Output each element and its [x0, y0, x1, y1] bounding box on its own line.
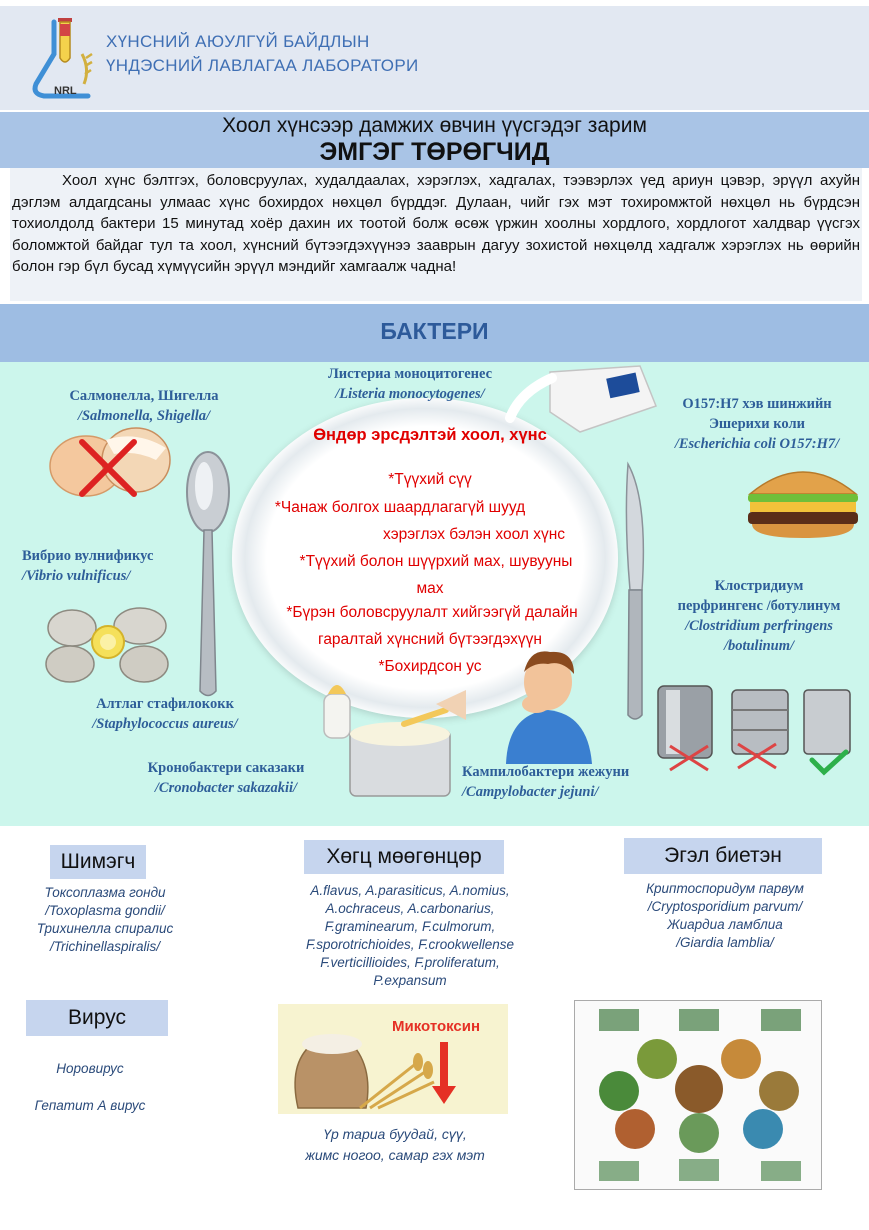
campylobacter-name: Кампилобактери жежуни [462, 764, 630, 780]
clostridium-name1: Клостридиум [714, 578, 804, 594]
protozoa-title: Эгэл биетэн [624, 838, 822, 874]
org-name-line2: ҮНДЭСНИЙ ЛАВЛАГАА ЛАБОРАТОРИ [106, 56, 419, 75]
virus-item: Гепатит А вирус [34, 1098, 146, 1113]
mycotoxin-caption [270, 1124, 520, 1166]
staph-latin: /Staphylococcus aureus/ [92, 716, 238, 732]
spoon-icon [178, 446, 238, 706]
ecoli-label [652, 394, 862, 454]
parasites-list [10, 884, 200, 956]
parasites-title: Шимэгч [50, 845, 146, 879]
fungi-item: A.flavus, A.parasiticus, A.nomius, [310, 883, 510, 898]
mycotoxin-label: Микотоксин [392, 1018, 481, 1035]
fungi-item: F.sporotrichioides, F.crookwellense [305, 937, 515, 952]
virus-item: Норовирус [56, 1061, 124, 1076]
intro-paragraph: Хоол хүнс бэлтгэх, боловсруулах, худалдаалах, хэрэглэх, хадгалах, тээвэрлэх үед ариун цэвэр, эрүүл ахуйн дэглэм алдагдсаны улмаас хүнс бохирдох нөхцөл бүрддэг. Дулаан, чийг гэх мэт тохиромжтой нөхцөл нь бүрдсэн тохиолдолд бактери 15 минутад хоёр дахин их тоотой болж өсөж үржин хоолны хордлого, хордлогот халдвар үүсгэх боломжтой байдаг тул та хоол, хүнсний бүтээгдэхүүнээ зааврын дагуу зохистой нөхцөлд хадгалж хэрэглэх нь өөрийн болон гэр бүл бусад хүмүүсийн эрүүл мэндийг хамгаалж чадна! [12, 172, 860, 275]
parasite-item: Трихинелла спиралис [36, 921, 174, 936]
page-title-line2: ЭМГЭГ ТӨРӨГЧИД [319, 138, 550, 166]
mycotoxin-caption-line2: жимс ногоо, самар гэх мэт [305, 1147, 485, 1163]
clostridium-latin2: /botulinum/ [723, 638, 795, 654]
salmonella-latin: /Salmonella, Shigella/ [77, 408, 211, 424]
risk-item: *Түүхий сүү [388, 471, 472, 488]
fungi-list [270, 882, 550, 990]
parasite-item: Токсоплазма гонди [44, 885, 166, 900]
cans-icon [652, 680, 862, 780]
fungi-item: F.verticillioides, F.proliferatum, [320, 955, 500, 970]
risk-item: хэрэглэх бэлэн хоол хүнс [382, 526, 566, 543]
baby-formula-icon [316, 680, 466, 800]
cronobacter-latin: /Cronobacter sakazakii/ [154, 780, 298, 796]
risk-title: Өндөр эрсдэлтэй хоол, хүнс [313, 426, 547, 444]
fungi-item: F.graminearum, F.culmorum, [324, 919, 496, 934]
cronobacter-label [126, 758, 326, 798]
risk-item: *Чанаж болгох шаардлагагүй шууд [274, 499, 526, 516]
mycotoxin-caption-line1: Үр тариа буудай, сүү, [323, 1126, 467, 1142]
fungi-item: P.expansum [373, 973, 447, 988]
logo-text: NRL [54, 85, 77, 97]
ecoli-name1: O157:H7 хэв шинжийн [682, 396, 832, 412]
protozoa-item: Криптоспоридум парвум [646, 881, 804, 896]
clostridium-label [654, 576, 864, 656]
vibrio-latin: /Vibrio vulnificus/ [22, 568, 131, 584]
salmonella-name: Салмонелла, Шигелла [69, 388, 219, 404]
campylobacter-latin: /Campylobacter jejuni/ [462, 784, 599, 800]
eggs-crossed-icon [36, 420, 176, 506]
parasite-item: /Toxoplasma gondii/ [45, 903, 165, 918]
ecoli-latin: /Escherichia coli O157:H7/ [674, 436, 840, 452]
risk-item: *Бохирдсон ус [378, 658, 482, 675]
protozoa-collage [574, 1000, 822, 1190]
parasite-item: /Trichinellaspiralis/ [49, 939, 161, 954]
listeria-name: Листериа моноцитогенес [327, 366, 493, 382]
risk-item: *Түүхий болон шүүрхий мах, шувууны [299, 553, 573, 570]
staph-label [60, 694, 270, 734]
protozoa-item: /Cryptosporidium parvum/ [647, 899, 803, 914]
clostridium-latin1: /Clostridium perfringens [685, 618, 833, 634]
viruses-title: Вирус [26, 1000, 168, 1036]
protozoa-list [610, 880, 840, 952]
protozoa-item: Жиардиа ламблиа [667, 917, 783, 932]
listeria-latin: /Listeria monocytogenes/ [335, 386, 485, 402]
page-title-line1: Хоол хүнсээр дамжих өвчин үүсгэдэг зарим [222, 114, 647, 137]
staph-name: Алтлаг стафилококк [96, 696, 234, 712]
fungi-title: Хөгц мөөгөнцөр [304, 840, 504, 874]
lab-logo [30, 14, 110, 104]
ecoli-name2: Эшерихи коли [709, 416, 805, 432]
vibrio-name: Вибрио вулнификус [22, 548, 154, 564]
risk-item: *Бүрэн боловсруулалт хийгээгүй далайн [286, 604, 578, 621]
fungi-item: A.ochraceus, A.carbonarius, [325, 901, 495, 916]
vibrio-label [22, 546, 172, 586]
oysters-icon [44, 598, 174, 688]
campylobacter-label [462, 762, 672, 802]
risk-item: гаралтай хүнсний бүтээгдэхүүн [318, 631, 542, 648]
burger-icon [744, 458, 862, 540]
clostridium-name2: перфрингенс /ботулинум [677, 598, 841, 614]
bacteria-title: БАКТЕРИ [380, 318, 489, 344]
protozoa-item: /Giardia lamblia/ [676, 935, 774, 950]
listeria-label [300, 364, 520, 404]
risk-item: мах [416, 580, 444, 597]
cronobacter-name: Кронобактери сaказаки [147, 760, 305, 776]
sources-collage-icon [575, 1001, 823, 1191]
org-name-line1: ХҮНСНИЙ АЮУЛГҮЙ БАЙДЛЫН [106, 32, 370, 51]
mycotoxin-image [278, 1004, 508, 1114]
